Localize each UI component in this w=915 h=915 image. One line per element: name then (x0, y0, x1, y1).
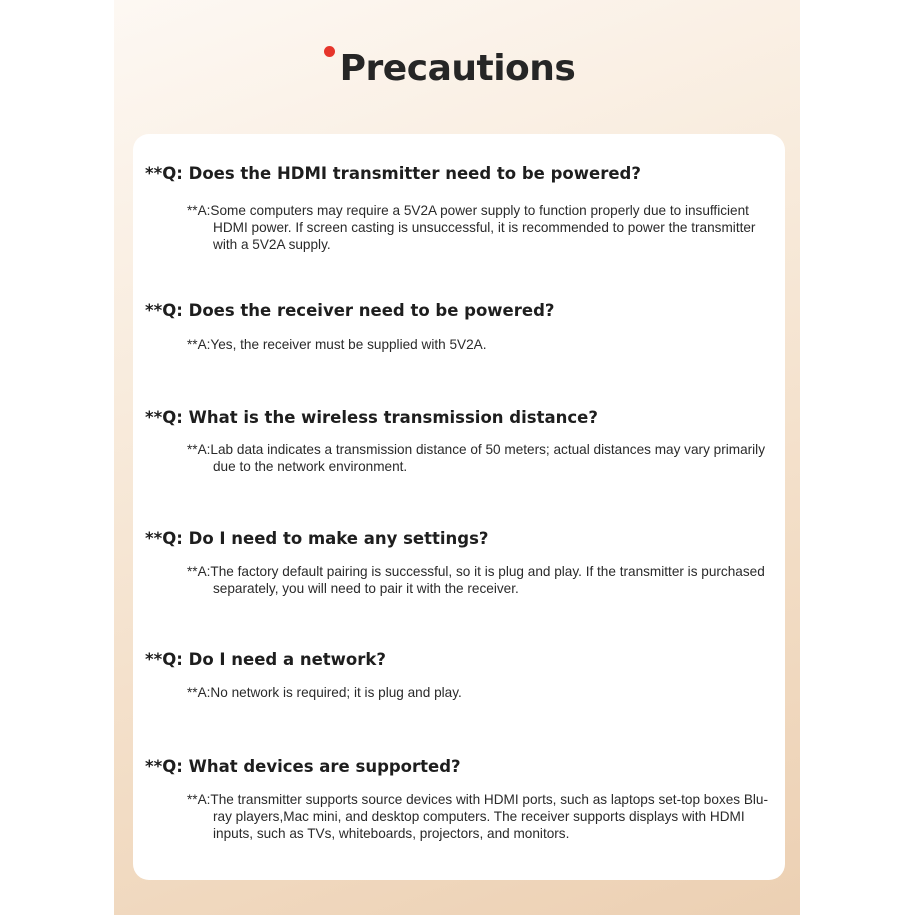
page-title (340, 48, 576, 89)
faq-answer: **A:The factory default pairing is successful, so it is plug and play. If the transmitter is purchased separately, you will need to pair it with the receiver. (187, 564, 765, 596)
red-dot-icon (324, 46, 335, 57)
faq-answer: **A:Lab data indicates a transmission distance of 50 meters; actual distances may vary primarily due to the network environment. (187, 442, 765, 474)
faq-question: **Q: Does the HDMI transmitter need to be powered? (145, 164, 641, 183)
title-area (0, 48, 915, 89)
faq-answer: **A:The transmitter supports source devices with HDMI ports, such as laptops set-top boxes Blu-ray players,Mac mini, and desktop computers. The receiver supports displays with HDMI inputs, such as TVs, whiteboards, projectors, and monitors. (187, 792, 769, 841)
page-title-text: Precautions (339, 48, 576, 89)
faq-question: **Q: Do I need to make any settings? (145, 529, 489, 548)
faq-answer: **A:Some computers may require a 5V2A power supply to function properly due to insufficient HDMI power. If screen casting is unsuccessful, it is recommended to power the transmitter with a 5V2A supply. (187, 203, 756, 252)
faq-question: **Q: Does the receiver need to be powered? (145, 301, 555, 320)
faq-question: **Q: What devices are supported? (145, 757, 461, 776)
faq-question: **Q: Do I need a network? (145, 650, 386, 669)
faq-question: **Q: What is the wireless transmission distance? (145, 408, 598, 427)
faq-answer: **A:Yes, the receiver must be supplied with 5V2A. (187, 337, 487, 352)
faq-answer: **A:No network is required; it is plug and play. (187, 685, 462, 700)
faq-card (133, 134, 785, 880)
